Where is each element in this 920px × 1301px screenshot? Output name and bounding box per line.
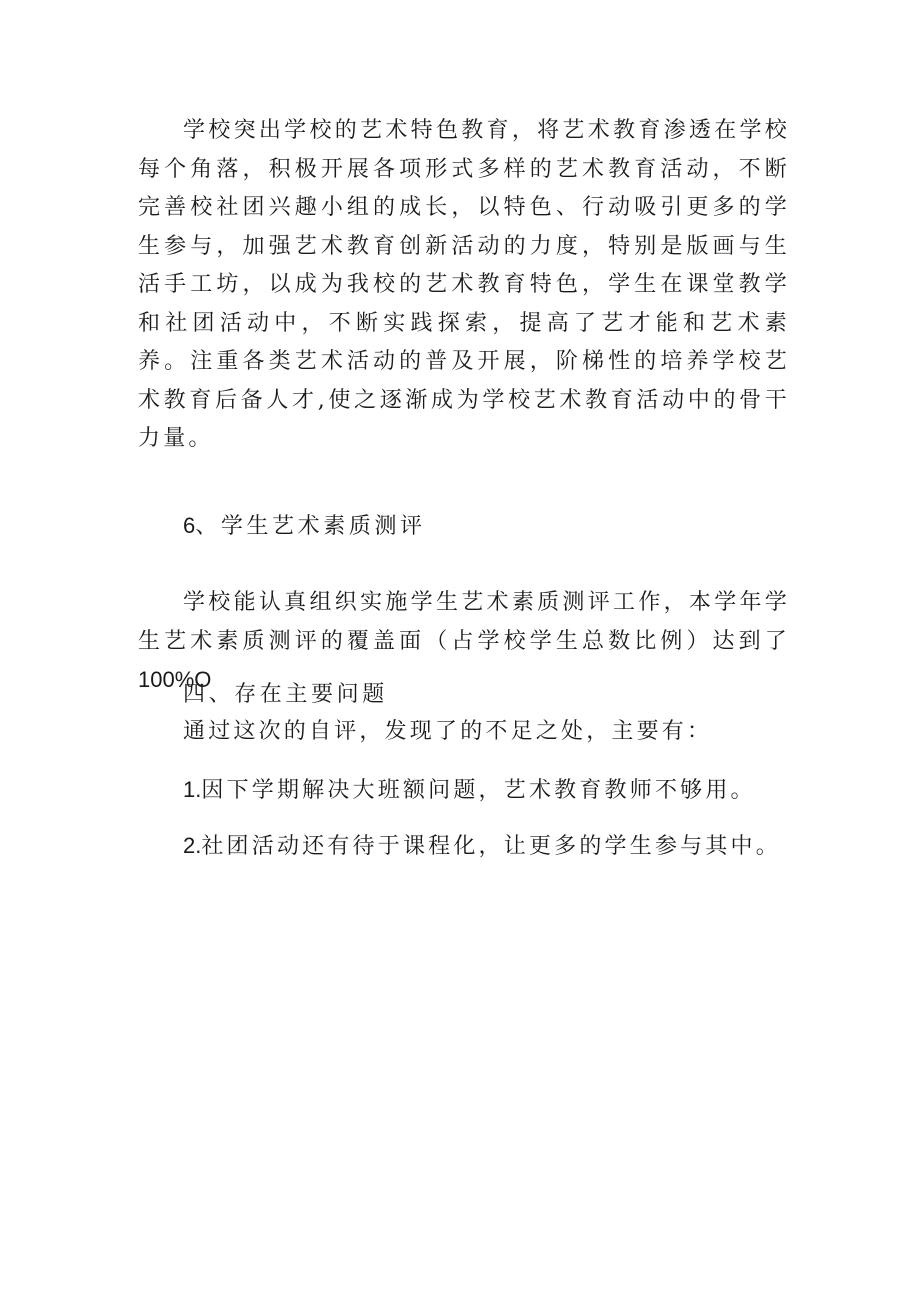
problem-item-2	[183, 829, 781, 860]
section-heading-main-problems: 四、存在主要问题	[183, 682, 388, 707]
section-heading-art-assessment	[183, 509, 426, 540]
item-number: 2.	[183, 833, 202, 858]
item-text: 因下学期解决大班额问题，艺术教育教师不够用。	[201, 778, 756, 803]
coverage-percent: 100%O	[138, 667, 212, 692]
paragraph-art-education: 学校突出学校的艺术特色教育，将艺术教育渗透在学校每个角落，积极开展各项形式多样的艺术教育活动，不断完善校社团兴趣小组的成长，以特色、行动吸引更多的学生参与，加强艺术教育创新活动的力度，特别是版画与生活手工坊，以成为我校的艺术教育特色，学生在课堂教学和社团活动中，不断实践探索，提高了艺才能和艺术素养。注重各类艺术活动的普及开展，阶梯性的培养学校艺术教育后备人才,使之逐渐成为学校艺术教育活动中的骨干力量。	[138, 118, 790, 451]
problem-item-1	[183, 773, 756, 804]
item-text: 社团活动还有待于课程化，让更多的学生参与其中。	[201, 834, 781, 859]
paragraph-text: 学校能认真组织实施学生艺术素质测评工作，本学年学生艺术素质测评的覆盖面（占学校学生总数比例）达到了	[138, 590, 790, 654]
item-number: 1.	[183, 777, 202, 802]
heading-number: 6	[183, 513, 196, 538]
problems-intro: 通过这次的自评，发现了的不足之处，主要有：	[183, 719, 713, 744]
heading-text: 、学生艺术素质测评	[195, 514, 426, 539]
